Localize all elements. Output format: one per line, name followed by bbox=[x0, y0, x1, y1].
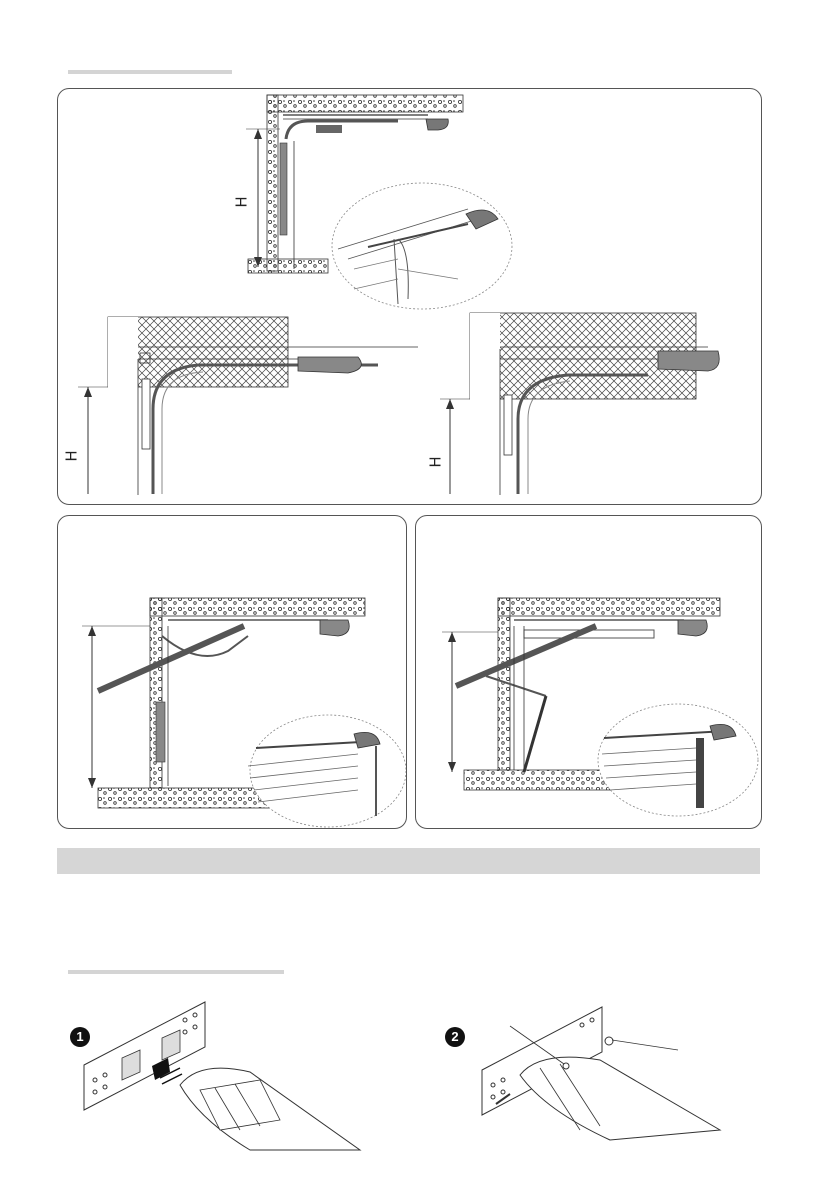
height-label-right: H bbox=[426, 456, 445, 468]
tilting-door-diagram-right bbox=[416, 516, 761, 828]
sectional-door-diagrams bbox=[58, 89, 761, 504]
section-header-band bbox=[57, 848, 760, 874]
bracket-step-2 bbox=[482, 1007, 720, 1140]
height-label-left: H bbox=[62, 450, 81, 462]
section-rule-top bbox=[68, 70, 232, 74]
tilting-door-diagram-left bbox=[58, 516, 406, 828]
bracket-step-1 bbox=[84, 1002, 360, 1150]
panel-tilting-door-left bbox=[57, 515, 407, 829]
section-rule-bottom bbox=[68, 970, 284, 974]
height-label-top: H bbox=[232, 196, 251, 208]
step-number-2: 2 bbox=[445, 1027, 465, 1047]
step-number-1: 1 bbox=[70, 1027, 90, 1047]
zoom-detail-top bbox=[332, 183, 512, 309]
panel-tilting-door-right bbox=[415, 515, 762, 829]
panel-sectional-doors bbox=[57, 88, 762, 505]
diagram-sectional-right bbox=[440, 313, 719, 495]
diagram-sectional-left bbox=[78, 317, 418, 495]
